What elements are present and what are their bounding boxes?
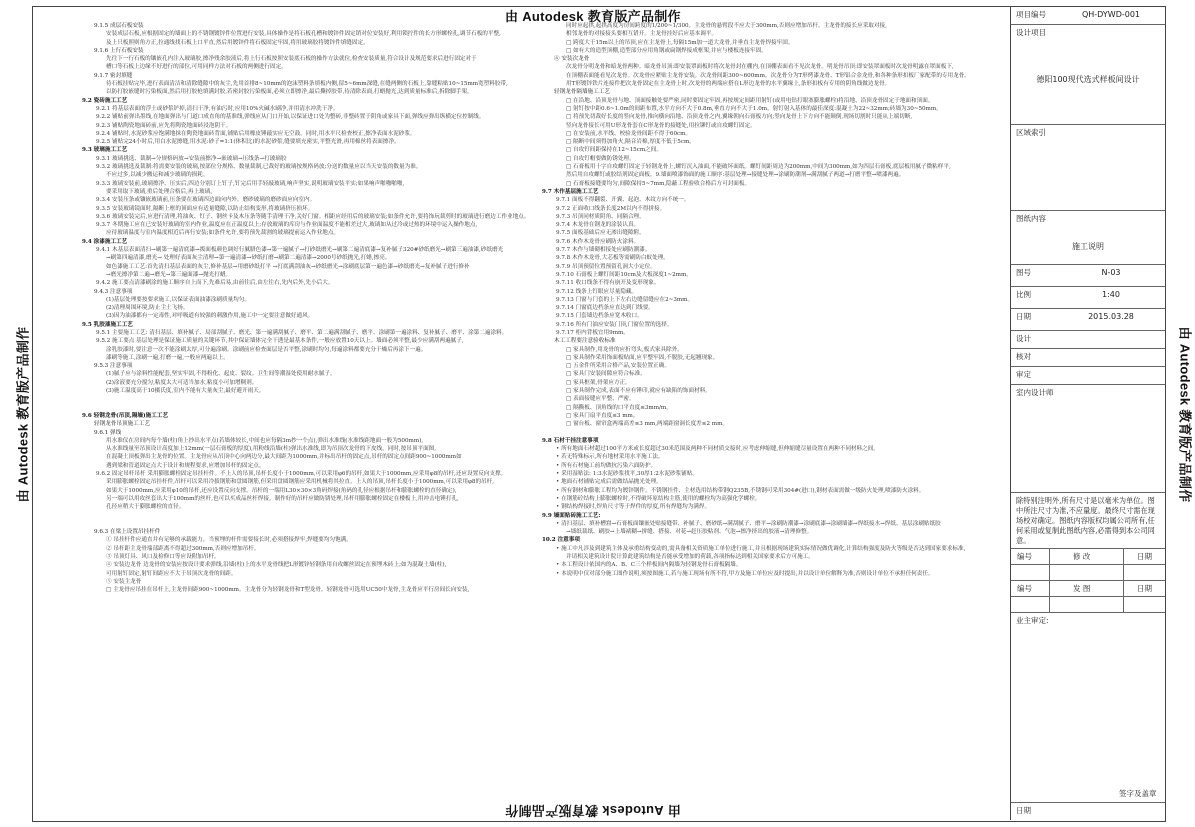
watermark-top: 由 Autodesk 教育版产品制作 — [505, 9, 681, 24]
spec-line: • 清扫基层、填补槽窟→石膏板面镶嵌处贴接缝带、补腻子、磨砂纸→满刮腻子、磨平→涂刷防潮漆→涂刷底漆→涂刷墙漆→焊纸接水→焊纸、基层涂刷贴纸胶 — [556, 520, 941, 527]
spec-line: 9.2.2 铺贴前弹出墨线,在地面弹出与门道口成直角的基准线,弹线应从门口开始,以保证进口处为整砖,非整砖置于阴角或家具下面,弹线应弹出纵横定位控制线。 — [96, 114, 485, 121]
design-label: 设计 — [1016, 334, 1031, 343]
spec-line: 9.2 瓷砖施工工艺 — [82, 97, 128, 104]
spec-line — [542, 429, 990, 437]
drawing-notes: 除特别注明外,所有尺寸是以毫米为单位。图中所注尺寸为准,不应量度。最终尺寸需在现场校对确定。图纸内容版权均属公司所有,任何采用或复制此图纸内容,必需得到本公司同意。 — [1016, 496, 1155, 545]
spec-line — [82, 512, 524, 520]
spec-line: 应待玻璃温度与室内温度相近后再行安装;如条件允许,要将预先裁割的玻璃提前运入作业地点。 — [106, 230, 340, 237]
spec-line: 9.7.8 木作木龙骨,大芯板等需刷防白蚁处理。 — [556, 255, 669, 262]
spec-line: 木工工程要注意验收标准 — [554, 338, 616, 345]
design-row — [1011, 330, 1165, 349]
spec-line: 9.2.1 将基层表面的浮土或砂浆铲掉,清扫干净,有油污时,应用10%火碱水刷净,并用清水冲洗干净。 — [96, 105, 339, 112]
spec-line: 9.7.9 吊顶预留位置预留孔洞大小定位。 — [556, 263, 656, 270]
spec-line: 并请相关建筑设计院计算此建筑结构是否能承受增加的荷载,各项指标达到相关国家要求后方可施工。 — [566, 554, 814, 560]
spec-line: (1)腻子应与涂料性能配套,坚实牢固,不得粉化、起皮、裂纹。卫生间等潮湿处使用耐水腻子。 — [106, 371, 336, 378]
spec-line: 9.5 乳胶漆施工工艺 — [82, 321, 133, 328]
scale-row — [1011, 286, 1165, 309]
spec-line: 遇到梁和管道固定点大于设计和规程要求,应增加吊杆的固定点。 — [106, 462, 265, 469]
spec-line: □ 家具门安装间隙应符合标准。 — [566, 371, 646, 378]
spec-line: →磨光擦净第二遍→磨光→第三遍面漆→抛光打蜡。 — [106, 271, 232, 278]
spec-line: 9.7.2 正面收口线条长度2M以内不得拼接。 — [556, 205, 666, 212]
spec-line: 9.7.14 门窗底边档条应直达到门线要。 — [556, 305, 654, 312]
drawing-no-row — [1011, 264, 1165, 287]
spec-line: 9.1.7 密封填缝 — [94, 72, 133, 79]
drawing-no-label: 图号 — [1016, 268, 1031, 277]
spec-line: 9.3.3 玻璃安装前,玻璃擦净、压实后,四边分别订上钉子,钉完后用手轻敲玻璃,响声坚实,说明玻璃安装平实;如果响声啪啪啪啪, — [96, 180, 405, 187]
spec-line: □ 表面接缝应平整、严密。 — [566, 396, 635, 403]
spec-line: 9.5.2 施工要点 基层处理是保证施工质量的关键环节,其中保证墙体完全干透是最基本条件,一般应放置10天以上。墙面必须平整,最少应满刮两遍腻子, — [96, 338, 464, 345]
spec-line: ④ 安装边龙骨 边龙骨的安装应按设计要求弹线,沿墙(柱)上的水平龙骨线把L形镀锌轻钢条用自攻螺丝固定在预埋木砖上;如为混凝土墙(柱), — [106, 562, 447, 569]
spec-line: 9.2.5 铺贴完24小时后,用白水泥擦缝,用水泥:砂子=1:1(体积比)的水泥砂浆,缝要填充密实,平整光滑,再用棉丝将表面擦净。 — [96, 139, 400, 146]
project-no-label: 项目编号 — [1016, 10, 1046, 19]
spec-line: □ 家具制作采用饰面板贴面,应平整牢固,不脱胶,无起翘现象。 — [566, 354, 719, 361]
spec-line: 漆刷等施工,涂刷一遍,打磨一遍,一般应两遍以上。 — [106, 354, 229, 361]
revision-header-row — [1011, 548, 1165, 565]
spec-line: 在混凝土顶板弹出主龙骨的位置。主龙骨应从吊顶中心向两边分,最大间距为1000mm,并标出吊杆的固定点,吊杆的固定点间距900~1000mm如 — [106, 454, 462, 461]
spec-line: □ 在安装前,水平线、校验龙骨间距不得于60cm。 — [566, 130, 692, 137]
owner-review-label: 业主审定: — [1016, 616, 1049, 625]
spec-line: ① 吊挂杆件应通直并有足够的承载能力。当预埋的杆件需要接长时,必须搭接焊牢,焊缝要均匀饱满。 — [106, 537, 352, 544]
spec-line: 9.7.4 木龙骨在钢龙的涂装认真。 — [556, 222, 640, 229]
spec-line: 在顶棚表面能看见次龙骨。次龙骨应紧贴主龙骨安装。次龙骨间距300~600mm。次龙骨分为T形烤漆龙骨、T形铝合金龙骨,和各种条形扣板厂家配带的专用龙骨。 — [566, 72, 970, 79]
check-row — [1011, 348, 1165, 367]
spec-line: (2)涂液要充分搅匀,粘度太大可适当加水,粘度小可加增稠剂。 — [106, 379, 258, 386]
drawing-content-label: 图纸内容 — [1016, 214, 1046, 223]
spec-line: 9.3.4 安装压条或镶嵌玻璃前,压条要在玻璃四边面向内外。磨砂玻璃的磨砂面应向室内。 — [96, 197, 316, 204]
spec-line: 9.7.15 门套墙边档条应宽木收口。 — [556, 313, 643, 320]
spec-line: □ 在沿地、沿顶龙骨与地、顶面接触处要严密,同时要固定牢固,再按规定间距用射钉(或用电钻打眼塞膨胀螺栓)将沿地、沿顶龙骨固定于地面和顶面。 — [566, 97, 934, 104]
revision-row — [1011, 564, 1165, 581]
rev-col-change: 修 改 — [1073, 552, 1091, 561]
spec-line: 涂乳胶漆时,要注意一次不能涂刷太厚,可分遍涂刷。涂刷前应检查面层是否平整,涂刷时均匀,每遍涂料都要充分干燥后再涂下一遍。 — [106, 346, 427, 353]
issue-row — [1011, 596, 1165, 613]
spec-line: 从水准线量至吊顶设计高度加上12mm(一层石膏板的厚度),用粉线沿墙(柱)弹出水准线,即为吊顶次龙骨的下皮线。同时,按吊顶平面图, — [106, 446, 437, 453]
spec-line: 9.7.6 木作木龙骨应刷防火涂料。 — [556, 238, 640, 245]
rev-col-date: 日期 — [1137, 552, 1152, 561]
spec-line: →刷第四遍清漆,磨光→ 处理好表面灰尘清理→第一遍清漆→砂纸打磨→刷第二遍清漆→2000号砂纸抛光,打蜡,擦亮。 — [106, 255, 391, 262]
spec-line: 9.3.2 玻璃挑选及裁制:将需要安装的玻璃,按部位分规格、数量裁制,已裁好的玻璃按规格码放;分送的数量应以当天安装的数量为准。 — [96, 164, 422, 171]
spec-line: □ 将预先切裁好长度的竖向龙骨,推向横向沿地、沿顶龙骨之内,翼缘朝向石膏板方向;竖向龙骨上下方向不能颠倒,现场切割时只能从上端切断, — [566, 114, 913, 121]
spec-line: ⑥ 安装次龙骨 — [554, 56, 590, 63]
project-row — [1011, 24, 1165, 125]
spec-line: 9.5.1 主要施工工艺: 清扫基层、填补腻子、局部刮腻子、磨光、第一遍满刮腻子、磨平、第二遍满刮腻子、磨平、涂刷第一遍涂料、复补腻子、磨平、涂第二遍涂料。 — [96, 329, 508, 336]
project-no-value: QH-DYWD-001 — [1081, 10, 1141, 19]
spec-line: 9.1.6 上行石板安装 — [94, 47, 144, 54]
issue-header-row — [1011, 580, 1165, 597]
spec-line: • 所有地面石材超过100平方米或长度超过30米范围及两种不同材质交接时,应考虑伸缩缝,但伸缩缝尽量设置在两种不同材料之间。 — [556, 446, 879, 453]
spec-column-left — [82, 22, 530, 813]
spec-line: 9.4.3 注意事项 — [94, 288, 133, 295]
spec-line: 9.3.5 安装玻璃镜面时,隔断上框的顶面应有适量缝隙,以防止结构变形,将玻璃挤压损坏。 — [96, 205, 314, 212]
spec-line — [82, 395, 524, 403]
watermark-bottom: 由 Autodesk 教育版产品制作 — [505, 803, 681, 818]
spec-line: (1)基层处理要按要求施工,以保证表面油漆涂刷质量均匀。 — [106, 296, 250, 303]
spec-line: 9.4 涂漆施工工艺 — [82, 238, 128, 245]
check-label: 核对 — [1016, 352, 1031, 361]
spec-line — [82, 520, 524, 528]
spec-line: □ 五金件所采用合格产品,安装位置正确。 — [566, 363, 670, 370]
spec-line: 9.7.16 所有门油应安装门顶,门窗位置的选择。 — [556, 321, 673, 328]
spec-line: 9.9 墙面贴砖施工工艺: — [542, 512, 601, 519]
spec-line: 10.2 注意事项 — [542, 537, 580, 544]
spec-line: 轻钢龙骨吊顶施工工艺 — [94, 421, 150, 428]
spec-line: □ 自攻钉帽要做防锈处理。 — [566, 155, 635, 162]
spec-line: □ 家具框架,骨架应方正。 — [566, 379, 631, 386]
drawing-no-value: N-03 — [1101, 268, 1121, 277]
spec-line: • 地面石材铺贴完成后需做结晶抛光处理。 — [556, 479, 662, 486]
spec-line: • 采用湿贴法: 1:3水泥砂浆找平,30厚1:2水泥砂浆铺贴。 — [556, 471, 698, 478]
spec-line: 9.2.3 铺贴陶瓷地面砖前,应先将陶瓷地面砖浸泡阴干。 — [96, 122, 232, 129]
spec-line: 竖向龙骨接长可用U形龙骨套在C形龙骨的接缝处,用拉铆钉或自攻螺钉固定。 — [566, 122, 756, 129]
spec-line: □ 窗台板、窗帘盒两端高差≤3 mm,两端距窗洞长度差≤2 mm。 — [566, 421, 728, 428]
spec-line: 槽口等石板上边缘不好进行的部位,可用同样方法对石板的两侧进行固定。 — [106, 64, 287, 71]
issue-col-date: 日期 — [1137, 584, 1152, 593]
bottom-date-label: 日期 — [1016, 806, 1031, 815]
spec-line: 9.8 石材干挂注意事项 — [542, 437, 599, 444]
spec-line: ② 吊杆距主龙骨端部距离不得超过300mm,否则应增加吊杆。 — [106, 545, 260, 552]
sign-label: 签字及盖章 — [1119, 789, 1157, 798]
spec-line: 9.1.5 成层石板安装 — [94, 23, 144, 29]
spec-line: 9.7.11 收口线条不得有崩开及变形现象。 — [556, 280, 660, 287]
spec-line: ⑤ 安装主龙骨 — [106, 578, 142, 585]
spec-line: □ 隔撕板、顶角线的口平直度≤3mm/m。 — [566, 404, 672, 411]
spec-line: 9.7 木作基层施工工艺 — [542, 188, 599, 195]
spec-line: (3)因为油漆都有一定毒性,对呼吸道有较强的刺激作用,施工中一定要注意做好通风。 — [106, 313, 314, 320]
bottom-date-row — [1011, 802, 1165, 820]
spec-line: (2)清理周围环境,防止尘土飞扬。 — [106, 305, 189, 312]
spec-line: 9.7.13 门窗与门套的上下左右边缝留缝应在2~3mm。 — [556, 296, 694, 303]
spec-line: 另一端可以用攻丝套出大于100mm的丝杆,也可以买成品丝杆焊接。制作好的吊杆应做防锈处理,吊杆用膨胀螺栓固定在楼板上,用冲击电锤打孔, — [106, 495, 459, 502]
spec-line: 9.3 玻璃施工工艺 — [82, 147, 128, 154]
spec-line: 9.3.6 玻璃安装完后,应进行清理,将油灰、钉子、钢丝卡及木压条等随手清理干净,关好门窗。相距应经用后的玻璃安装;如条件允许,要将饰玩裁剪时的玻璃进行磨边工作业地点。 — [96, 213, 530, 220]
spec-line: 如果大于1000mm,应采用φ10的吊杆,还应设置反向支撑。吊杆的一端用L30×30×3角码焊接(角码的孔径应根据吊杆和膨胀螺栓的直径确定), — [106, 487, 457, 494]
spec-line: • 所有石材施工前均做抗污染六面防护。 — [556, 462, 657, 469]
spec-line: • 本工程设计依国内的A、B、C三个样板间内隔墙为轻钢龙骨石膏板隔墙。 — [556, 562, 742, 569]
spec-line: □ 跨度大于15m以上的吊顶,应在主龙骨上,每隔15m加一道大龙骨,并垂直主龙骨焊接牢固。 — [566, 39, 794, 46]
spec-line: 用水准仪在房间内每个墙(柱)角上抄出水平点(若墙体较长,中间也应每隔3m抄一个点),弹出水准线(水准线距地面一般为500mm), — [106, 437, 424, 444]
spec-line: 待石板挂贴完毕,进行表面清洁和清除缝隙中的灰尘,先用首排8~10mm的泡沫塑料条填板内侧,留5~6mm深缝,在缝两侧的石板上,靠缝粘贴10~15mm宽塑料胶带, — [106, 81, 508, 88]
spec-line: • 本说明中仅对部分施工图作说明,须按图施工,若与施工现场有所不符,甲方及施工单位应及时提出,并以设计单位解释为准,否则设计单位不承担任何责任。 — [556, 570, 934, 577]
spec-line: 9.7.10 石膏板上螺钉间距10cm及大板深度1~2mm。 — [556, 271, 692, 278]
spec-line: 然后用自攻螺钉或胶结剂固定面板。9.墙面喷漆饰面的施工顺序:基层处理→接缝处理→涂刷防潮剂→满刮腻子两道→打磨平整→喷漆两遍。 — [566, 172, 905, 179]
spec-line: □ 家具制作,用龙骨的应折弯头,板式家具除外。 — [566, 346, 683, 353]
scale-value: 1:40 — [1102, 290, 1120, 299]
spec-line: 9.4.2 施工要点清漆刷涂的施工顺序自上而下,先难后易,由前往后,由左往右,先内后外,先小后大。 — [96, 280, 334, 287]
review-label: 审定 — [1016, 370, 1031, 379]
spec-line: 9.7.17 柜内背板宜用9mm。 — [556, 329, 629, 336]
spec-line: 安装成层石板,应根据固定的墙面上的不锈钢镀锌件位置进行安装,具体操作是将石板孔槽和镀锌件固定销对位安装好,利用锁拧件的长方形螺栓孔,调节石板的平整, — [106, 31, 501, 38]
spec-line: ③ 吊顶灯具、风口及检修口等应设附加吊杆。 — [106, 554, 220, 560]
review-row — [1011, 366, 1165, 385]
spec-line: □ 石膏板用十字自攻螺钉固定于轻钢龙骨上,螺钉沉入油面,不能破坏面纸。螺钉间距周边为200mm,中间为300mm,如为四层石膏板,底层板用腻子微粘样平, — [566, 164, 951, 171]
spec-line: 9.6.3 在梁上设置吊挂杆件 — [94, 529, 161, 536]
spec-column-right — [542, 22, 990, 813]
spec-line: □ 石膏板接缝要均匀,间隙保持5~7mm,隐蔽工程验收合格后方可封面板。 — [566, 180, 751, 187]
spec-line: 9.7.12 线条上钉眼应尽量隐藏。 — [556, 288, 638, 295]
spec-line: 9.3.7 冬期施工应在已安装好玻璃的室内作业,温度应在正温度以上;存放玻璃的库房与作业面温度不能相差过大,玻璃如从过冷或过热的环境中运入操作地点, — [96, 222, 478, 229]
area-index-label: 区域索引 — [1016, 128, 1046, 137]
spec-line: • 施工中凡涉及到建筑主体及承重结构变动的,需具备相关资质施工单位进行施工,并且根据现场建筑实际情况做优调化,计算结构强度及防火等级是否达到国家要求标准, — [556, 545, 966, 552]
spec-line: 不应过多,以减少搬运和减少玻璃的损耗。 — [106, 172, 209, 179]
spec-line: 先往下一行石板的镶嵌孔内注入玻璃胶,擦净残余胶液后,将上行石板按照安装底石板的操作方法就位,检查安装质量,符合设计及规范要求后进行固定对于 — [106, 56, 477, 63]
spec-line: 相邻龙骨的对接接头要相互错开。主龙骨挂好后应基本调平。 — [566, 31, 718, 38]
owner-review-row — [1011, 612, 1165, 803]
spec-line: 采用膨胀螺栓固定吊挂杆件,吊杆可以采用冷拔钢筋和盘圆钢筋,但采用盘圆钢筋应采用机械将其拉直。上人的吊顶,吊杆长度小于1000mm,可以采用φ8的吊杆, — [106, 479, 495, 486]
spec-line: →墙纸裁纸、刷胶→上墙裱糊→拼缝、搭接、对花→赶压胶粘剂、气泡→擦净挤出的胶液→清理修整。 — [566, 529, 813, 536]
project-name: 德阳100现代选式样板间设计 — [1036, 75, 1140, 84]
spec-line: 同时应起拱,起拱高度为房间跨度的1/200~1/300。主龙骨的悬臂段不应大于300mm,否则应增加吊杆。主龙骨的接长应采取对接, — [566, 23, 887, 29]
spec-line: □ 家具制作完成,表面不应有锤印,就应有缺陷的饰面材料。 — [566, 388, 711, 395]
spec-line: • 钢结构焊接时,焊角尺寸等于焊件的厚度,所有焊缝均为满焊。 — [556, 504, 711, 511]
spec-line: 9.6 轻钢龙骨(吊顶,隔墙)施工工艺 — [82, 412, 169, 419]
spec-line: □ 如有大的造型顶棚,造型部分应用角钢或扁钢焊接成框架,并应与楼板连接牢固。 — [566, 47, 767, 54]
issue-col-no: 编号 — [1017, 584, 1032, 593]
spec-line: □ 隔断中间须得加角火,隔音岩棉,厚度不低于5cm。 — [566, 139, 695, 146]
scale-label: 比例 — [1016, 290, 1031, 299]
spec-line: 轻钢龙骨隔墙施工工艺 — [554, 89, 610, 96]
spec-line: 9.7.1 面板不得翻裂、开翼、起泡、木纹方向不统一。 — [556, 197, 690, 204]
spec-line: 可用射钉固定,射钉间距应不大于吊顶次龙骨的间距。 — [106, 570, 237, 577]
spec-line: • 所有钢材和膨胀工程均为镀锌钢件。不锈钢挂件、主材选用结构带钢Q235B,不锈钢可采用304#(进口),钢材表面需做一级防火处理,喷漆防火涂料。 — [556, 487, 925, 494]
spec-line: 要采用取下玻璃,重后处理合格后,再上玻璃。 — [106, 188, 216, 195]
date-label: 日期 — [1016, 312, 1031, 321]
spec-line — [82, 404, 524, 412]
area-index-row — [1011, 124, 1165, 211]
rev-col-no: 编号 — [1017, 552, 1032, 561]
spec-line: 9.5.3 注意事项 — [94, 363, 133, 370]
spec-line: 用T形镀锌铁片连接件把次龙骨固定在主龙骨上时,次龙骨的两端应搭在L形边龙骨的水平翼缘上,条形扣板有专用的阴角线做边龙骨。 — [566, 81, 891, 88]
date-value: 2015.03.28 — [1088, 312, 1134, 321]
spec-line: □ 主龙骨应吊挂在吊杆上,主龙骨间距900~1000mm。主龙骨分为轻钢龙骨和T型龙骨。轻钢龙骨可选用UC50中龙骨,主龙骨应平行房间长向安装, — [106, 587, 470, 594]
spec-line: 以防打胶嵌缝时污染板面,然后用打胶枪填满封胶,若密封胶污染板面,必须立即擦净,最后撕掉胶带,待清除表面,打蜡抛光,达到质量标准后,拆除脚手架。 — [106, 89, 473, 96]
spec-line: □ 射钉按中距0.6~1.0m的间距布置,水平方向不大于0.8m,垂直方向不大于1.0m。射钉射入基体的最佳深度:混凝土为22~32mm;砖墙为30~50mm。 — [566, 105, 942, 112]
spec-line: (3)施工温度高于10摄氏度,室内不能有大量灰尘,最好避开雨天。 — [106, 388, 265, 395]
watermark-left: 由 Autodesk 教育版产品制作 — [15, 326, 31, 503]
spec-line: 孔径应稍大于膨胀螺栓的直径。 — [106, 504, 185, 511]
spec-line: 9.4.1 木基层表面清扫→刷第一遍清底漆→拨面板颜色调好行腻腊色漆→第一遍腻子→打砂纸磨光→刷第二遍清底漆→复补腻子320#砂纸磨光→刷第三遍油漆,砂纸磨光 — [96, 247, 504, 254]
spec-line: 及上只板照则角方正,拉通线找石板上口平直,然后用镀锌件将石板固定牢固,将用玻璃胶将镀锌件填缝固定。 — [106, 39, 369, 46]
spec-line: 9.6.2 固定吊杆吊杆 采用膨胀螺栓固定吊挂杆件。不上人的吊顶,吊杆长度小于1000mm,可以采用φ6的吊杆,如果大于1000mm,应采用φ8的吊杆,还应设置反向支撑。 — [96, 471, 507, 478]
drawing-title: 施工说明 — [1072, 242, 1104, 251]
spec-line: 9.6.1 弹线 — [94, 429, 122, 436]
spec-line: □ 家具门扇平直度≤3 mm。 — [566, 412, 639, 419]
spec-line: 次龙骨分明龙骨和暗龙骨两种。暗龙骨吊顶:即安装罩面板时将次龙骨封在棚内,在顶棚表面看不见次龙骨。明龙骨吊顶:即安装罩面板时次龙骨明露在罩面板下, — [566, 64, 954, 71]
spec-line: 9.7.7 木作与墙砌相接处应刷防潮漆。 — [556, 247, 651, 254]
spec-line: 9.7.5 面板基础后应无渗出缝隙附。 — [556, 230, 645, 237]
interior-designer-row — [1011, 384, 1165, 493]
interior-designer-label: 室内设计师 — [1016, 388, 1054, 397]
date-row — [1011, 308, 1165, 331]
spec-line: 如色漆施工工艺:首先清扫基层表面的灰尘,修补基层→用磨砂纸打平 →打底满刮油灰→砂纸磨光→涂刷底层第一遍色漆→砂纸磨光→复补腻子进行修补 — [106, 263, 470, 270]
spec-line: 9.7.3 吊顶同材质阴角、同隔合理。 — [556, 213, 645, 220]
title-block — [1010, 6, 1165, 820]
issue-col-issue: 发 图 — [1073, 584, 1091, 593]
spec-line: • 在钢筋砼结构上膨胀螺栓时,不得破坏原结构主筋,使用的螺栓均为高强化学螺栓。 — [556, 495, 761, 502]
watermark-right: 由 Autodesk 教育版产品制作 — [1177, 326, 1193, 503]
spec-line: 9.3.1 玻璃挑选、裁制→分规格码放→安装前擦净→嵌玻璃→压线条→打玻璃胶 — [96, 155, 287, 162]
notes-row — [1011, 492, 1165, 549]
project-label: 设计项目 — [1016, 28, 1046, 37]
spec-line: • 若无特殊标示,所有地材采用水平施工法。 — [556, 454, 664, 461]
project-no-row — [1011, 6, 1165, 25]
spec-line: □ 自攻钉间距保持在12~15cm之间。 — [566, 147, 662, 154]
drawing-content-row — [1011, 210, 1165, 265]
spec-line: 9.2.4 铺贴时,水泥砂浆应饱满地抹在陶瓷地面砖背面,铺贴后用橡皮锤敲实应无空鼓。同时,用水平尺检查校正,擦净表面水泥砂浆。 — [96, 130, 416, 137]
